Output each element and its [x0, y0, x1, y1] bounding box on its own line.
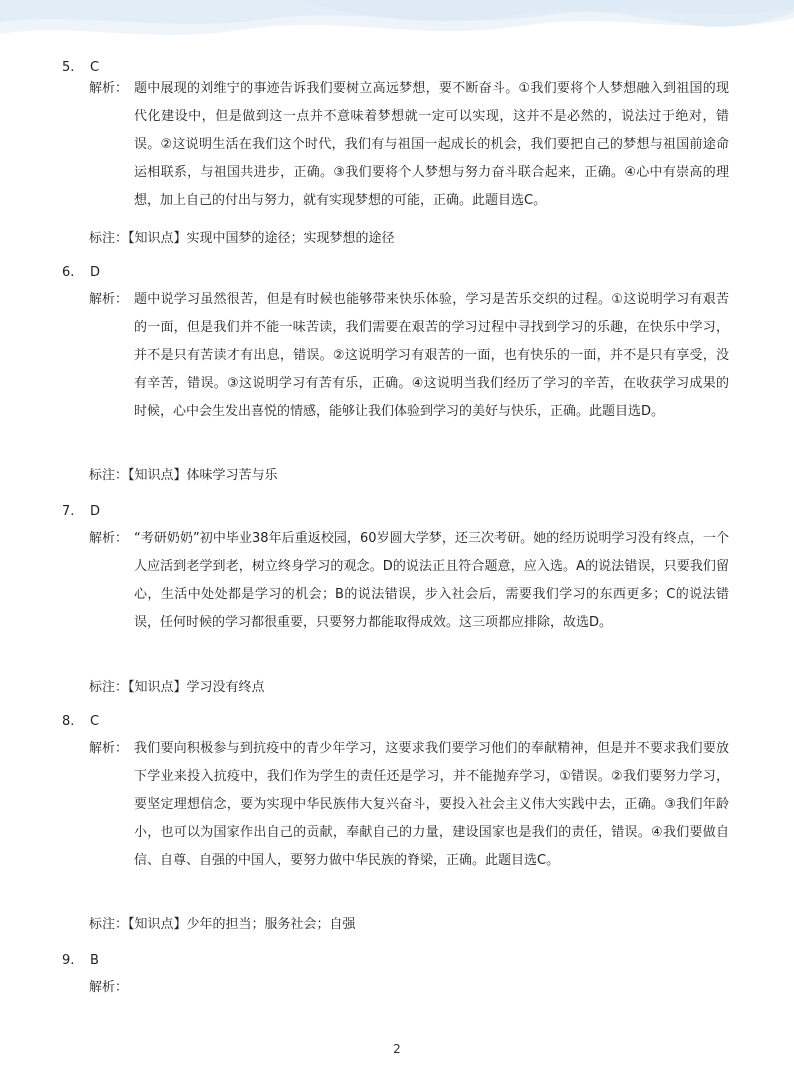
question-number: 9.: [62, 953, 75, 968]
question-7-header: [62, 502, 100, 522]
question-7-tag: [89, 678, 265, 698]
tag-text: 【知识点】学习没有终点: [128, 680, 265, 695]
question-answer: C: [90, 60, 100, 75]
header-wave-decoration: [0, 0, 794, 60]
question-answer: C: [90, 714, 100, 729]
question-6-header: [62, 263, 100, 283]
question-number: 5.: [62, 60, 75, 75]
analysis-label: 解析：: [89, 81, 129, 96]
question-6-analysis: [89, 286, 729, 426]
tag-label: 标注：: [89, 917, 129, 932]
tag-text: 【知识点】体味学习苦与乐: [128, 468, 278, 483]
analysis-label: 解析：: [89, 980, 129, 995]
question-7-analysis: [89, 525, 729, 637]
wave-graphic: [0, 0, 794, 60]
question-6-tag: [89, 466, 278, 486]
question-8-analysis: [89, 735, 729, 875]
tag-text: 【知识点】实现中国梦的途径；实现梦想的途径: [128, 231, 395, 246]
analysis-label: 解析：: [89, 292, 129, 307]
question-5-tag: [89, 229, 395, 249]
question-8-tag: [89, 915, 356, 935]
analysis-label: 解析：: [89, 531, 129, 546]
tag-label: 标注：: [89, 680, 129, 695]
analysis-text: 我们要向积极参与到抗疫中的青少年学习，这要求我们要学习他们的奉献精神，但是并不要求我们要放下学业来投入抗疫中，我们作为学生的责任还是学习，并不能抛弃学习，①错误。②我们要努力学习，要坚定理想信念，要为实现中华民族伟大复兴奋斗，要投入社会主义伟大实践中去，正确。③我们年龄小，也可以为国家作出自己的贡献，奉献自己的力量，建设国家也是我们的责任，错误。④我们要做自信、自尊、自强的中国人，要努力做中华民族的脊梁，正确。此题目选C。: [134, 741, 729, 868]
tag-label: 标注：: [89, 468, 129, 483]
tag-label: 标注：: [89, 231, 129, 246]
question-9-header: [62, 951, 99, 971]
question-number: 8.: [62, 714, 75, 729]
analysis-text: “考研奶奶”初中毕业38年后重返校园，60岁圆大学梦，还三次考研。她的经历说明学习没有终点，一个人应活到老学到老，树立终身学习的观念。D的说法正且符合题意，应入选。A的说法错误，只要我们留心，生活中处处都是学习的机会；B的说法错误，步入社会后，需要我们学习的东西更多；C的说法错误，任何时候的学习都很重要，只要努力都能取得成效。这三项都应排除，故选D。: [134, 531, 729, 630]
analysis-text: 题中说学习虽然很苦，但是有时候也能够带来快乐体验，学习是苦乐交织的过程。①这说明学习有艰苦的一面，但是我们并不能一味苦读，我们需要在艰苦的学习过程中寻找到学习的乐趣，在快乐中学习，并不是只有苦读才有出息，错误。②这说明学习有艰苦的一面，也有快乐的一面，并不是只有享受，没有辛苦，错误。③这说明学习有苦有乐，正确。④这说明当我们经历了学习的辛苦，在收获学习成果的时候，心中会生发出喜悦的情感，能够让我们体验到学习的美好与快乐，正确。此题目选D。: [134, 292, 729, 419]
analysis-text: 题中展现的刘维宁的事迹告诉我们要树立高远梦想，要不断奋斗。①我们要将个人梦想融入到祖国的现代化建设中，但是做到这一点并不意味着梦想就一定可以实现，这并不是必然的，说法过于绝对，错误。②这说明生活在我们这个时代，我们有与祖国一起成长的机会，我们要把自己的梦想与祖国前途命运相联系，与祖国共进步，正确。③我们要将个人梦想与努力奋斗联合起来，正确。④心中有崇高的理想，加上自己的付出与努力，就有实现梦想的可能，正确。此题目选C。: [134, 81, 729, 208]
question-answer: D: [90, 265, 101, 280]
question-number: 6.: [62, 265, 75, 280]
question-answer: B: [90, 953, 99, 968]
page-number: 2: [393, 1042, 401, 1056]
question-5-analysis: [89, 75, 729, 215]
analysis-label: 解析：: [89, 741, 129, 756]
question-number: 7.: [62, 504, 75, 519]
tag-text: 【知识点】少年的担当；服务社会；自强: [128, 917, 356, 932]
question-answer: D: [90, 504, 101, 519]
question-8-header: [62, 712, 99, 732]
